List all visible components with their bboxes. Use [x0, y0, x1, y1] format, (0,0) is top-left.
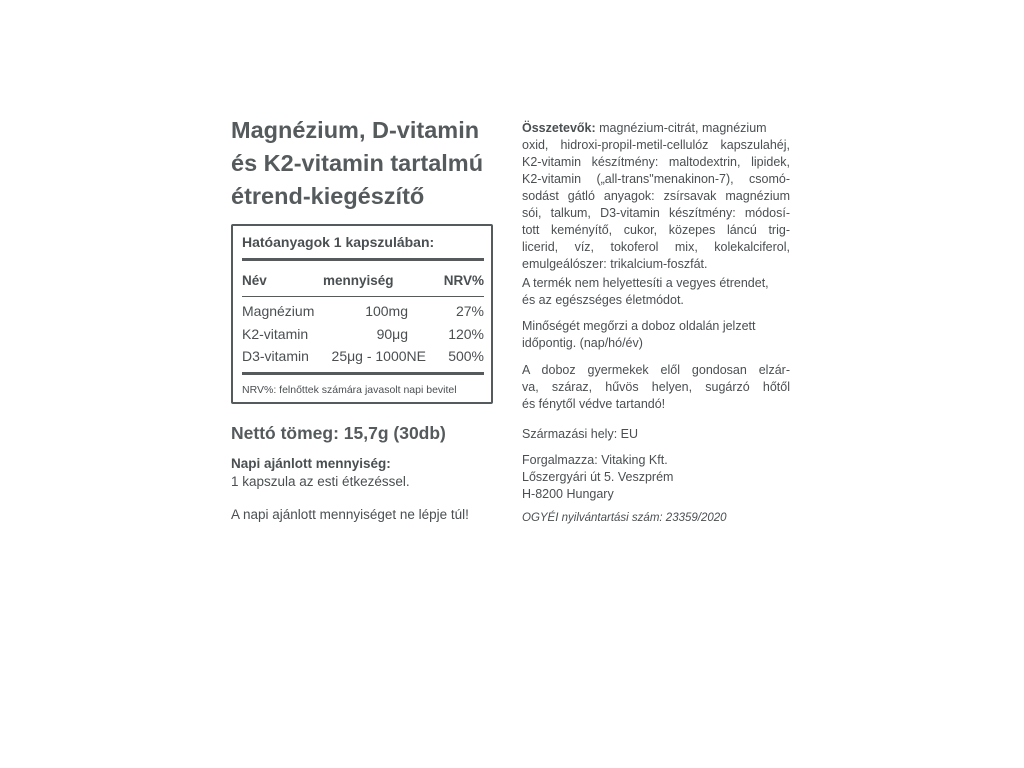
storage-line: és fénytől védve tartandó! [522, 397, 666, 411]
distributor-line: Lőszergyári út 5. Veszprém [522, 470, 674, 484]
row-amount: 100mg [365, 303, 408, 319]
column-header-amount: mennyiség [323, 273, 394, 288]
ingredients-text: magnézium-citrát, magnézium [599, 121, 767, 135]
table-divider [242, 372, 484, 375]
row-amount: 90μg [376, 326, 408, 342]
dose-warning: A napi ajánlott mennyiséget ne lépje túl! [231, 507, 469, 522]
ingredients-line: K2-vitamin készítmény: maltodextrin, lipidek, [522, 155, 790, 169]
ingredients-line: emulgeálószer: trikalcium-foszfát. [522, 257, 708, 271]
product-title [231, 114, 501, 213]
title-line-1: Magnézium, D-vitamin [231, 117, 480, 143]
storage-date-note [522, 318, 790, 352]
row-name: Magnézium [242, 303, 315, 319]
replace-note-line: A termék nem helyettesíti a vegyes étrendet, [522, 276, 769, 290]
daily-dose-text: 1 kapszula az esti étkezéssel. [231, 474, 410, 489]
origin-text: Származási hely: EU [522, 427, 639, 441]
ingredients-label: Összetevők: [522, 121, 596, 135]
active-ingredients-table [231, 224, 493, 404]
ingredients-line: sodást gátló anyagok: zsírsavak magnézium [522, 189, 790, 203]
net-weight: Nettó tömeg: 15,7g (30db) [231, 423, 446, 443]
daily-dose-title: Napi ajánlott mennyiség: [231, 456, 391, 471]
replace-note-line: és az egészséges életmódot. [522, 293, 684, 307]
table-row [242, 326, 484, 348]
ingredients-line: oxid, hidroxi-propil-metil-cellulóz kapszulahéj, [522, 138, 790, 152]
row-name: D3-vitamin [242, 348, 309, 364]
column-header-nrv: NRV% [443, 273, 484, 288]
ingredients-line: tott keményítő, cukor, közepes láncú trig- [522, 223, 790, 237]
ingredients-line: K2-vitamin („all-trans"menakinon-7), csomó- [522, 172, 790, 186]
title-line-3: étrend-kiegészítő [231, 183, 425, 209]
ingredients-first-line [522, 120, 790, 137]
registration-number [522, 510, 790, 527]
distributor-line: Forgalmazza: Vitaking Kft. [522, 453, 668, 467]
distributor-line: H-8200 Hungary [522, 487, 614, 501]
row-nrv: 120% [448, 326, 484, 342]
row-name: K2-vitamin [242, 326, 309, 342]
table-row [242, 348, 484, 370]
row-nrv: 500% [448, 348, 484, 364]
storage-line: va, száraz, hűvös helyen, sugárzó hőtől [522, 380, 790, 394]
row-amount: 25μg - 1000NE [331, 348, 426, 364]
ingredients-line: sói, talkum, D3-vitamin készítmény: módosí- [522, 206, 790, 220]
ingredients-block [522, 120, 790, 273]
table-divider [242, 258, 484, 261]
replace-note [522, 275, 790, 309]
title-line-2: és K2-vitamin tartalmú [231, 150, 484, 176]
row-nrv: 27% [455, 303, 484, 319]
registration-text: OGYÉI nyilvántartási szám: 23359/2020 [522, 512, 727, 524]
table-row [242, 303, 484, 325]
column-header-name: Név [242, 273, 267, 288]
storage-date-line: Minőségét megőrzi a doboz oldalán jelzett [522, 319, 756, 333]
storage-line: A doboz gyermekek elől gondosan elzár- [522, 363, 790, 377]
storage-date-line: időpontig. (nap/hó/év) [522, 336, 643, 350]
ingredients-line: licerid, víz, tokoferol mix, kolekalciferol, [522, 240, 790, 254]
table-heading: Hatóanyagok 1 kapszulában: [242, 234, 435, 250]
origin [522, 426, 790, 443]
storage-note [522, 362, 790, 413]
distributor [522, 452, 790, 503]
nrv-note: NRV%: felnőttek számára javasolt napi bevitel [242, 384, 457, 396]
table-divider [242, 296, 484, 297]
